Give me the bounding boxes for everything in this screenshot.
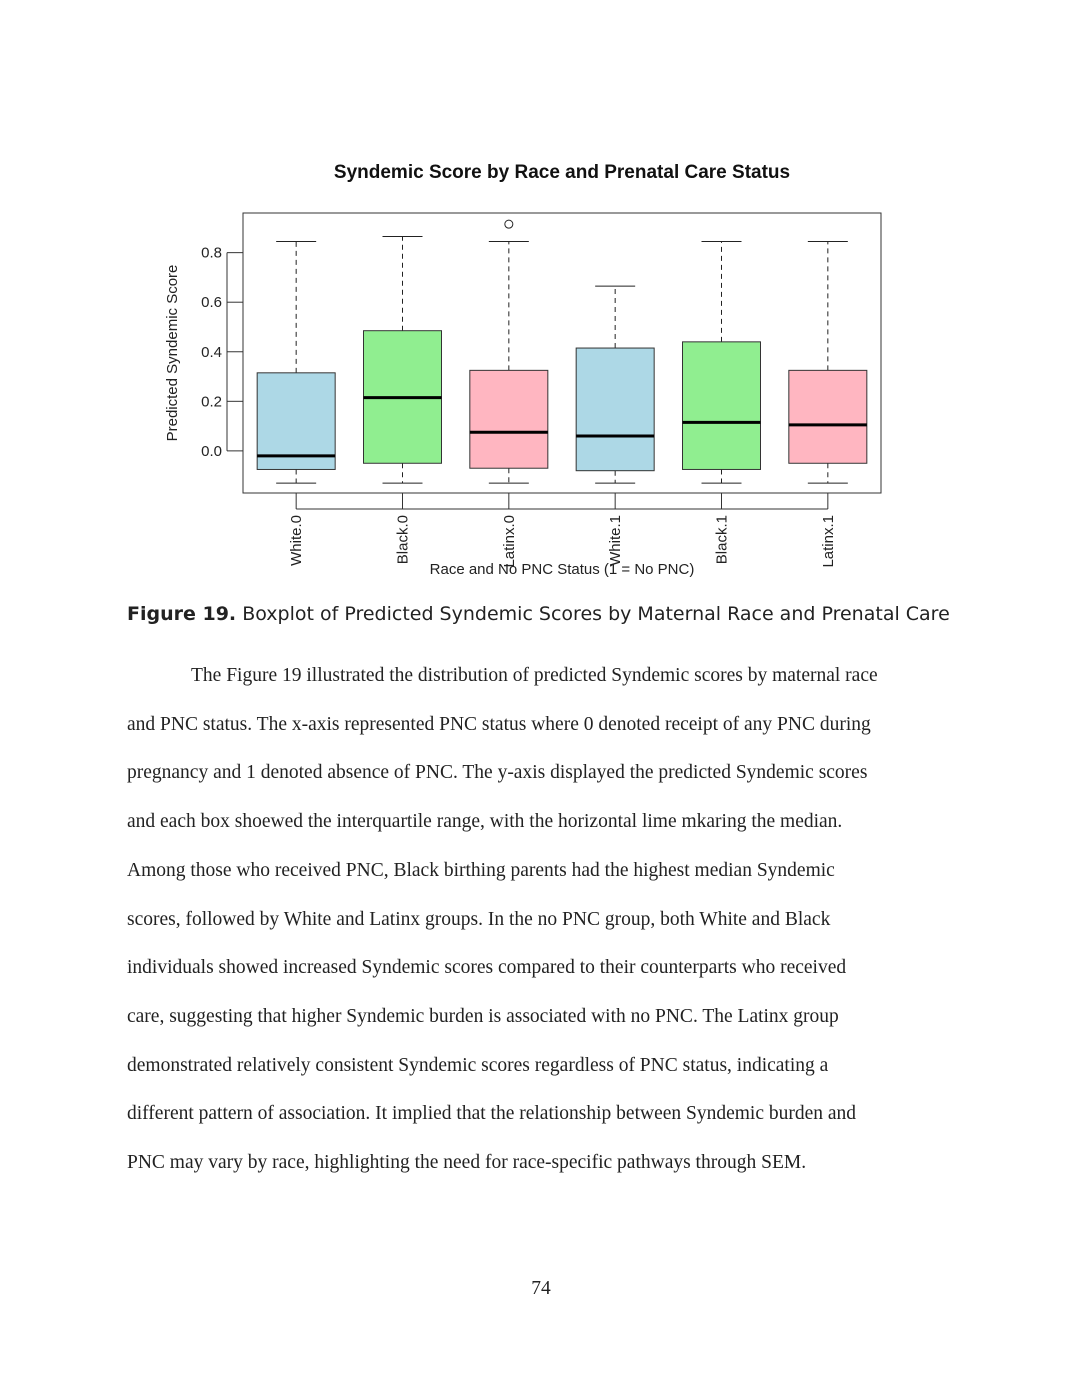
box-Latinx.1: [789, 241, 867, 483]
iqr-box: [789, 370, 867, 463]
chart-title: Syndemic Score by Race and Prenatal Care Status: [333, 162, 791, 183]
y-tick-label: 0.4: [201, 343, 222, 361]
x-tick-label: Black.0: [394, 515, 412, 565]
x-tick-label: Latinx.1: [819, 515, 837, 568]
boxplot-figure: [150, 150, 910, 590]
x-tick-label: White.1: [607, 515, 625, 566]
plot-frame: [243, 213, 881, 493]
outlier-point: [505, 220, 513, 228]
y-tick-label: 0.0: [201, 442, 222, 460]
x-tick-label: Black.1: [713, 515, 731, 565]
box-Latinx.0: [470, 220, 548, 483]
iqr-box: [470, 370, 548, 468]
page-number: 74: [531, 1278, 551, 1299]
body-paragraph-container: [127, 652, 957, 1188]
body-paragraph: The Figure 19 illustrated the distribution of predicted Syndemic scores by maternal race and PNC status. The x-axis represented PNC status where 0 denoted receipt of any PNC during pregnancy and 1 denoted absence of PNC. The y-axis displayed the predicted Syndemic scores and each box shoewed the interquartile range, with the horizontal lime mkaring the median. Among those who received PNC, Black birthing parents had the highest median Syndemic scores, followed by White and Latinx groups. In the no PNC group, both White and Black individuals showed increased Syndemic scores compared to their counterparts who received care, suggesting that higher Syndemic burden is associated with no PNC. The Latinx group demonstrated relatively consistent Syndemic scores regardless of PNC status, indicating a different pattern of association. It implied that the relationship between Syndemic burden and PNC may vary by race, highlighting the need for race-specific pathways through SEM.: [127, 665, 878, 1174]
box-White.1: [576, 286, 654, 483]
caption-label: Figure 19.: [127, 603, 237, 625]
iqr-box: [576, 348, 654, 471]
y-axis-label: Predicted Syndemic Score: [164, 264, 181, 442]
y-axis: [201, 245, 243, 460]
caption-text: Boxplot of Predicted Syndemic Scores by Maternal Race and Prenatal Care: [242, 603, 950, 625]
figure-caption: [127, 600, 957, 628]
y-tick-label: 0.6: [201, 294, 222, 312]
box-group: [257, 220, 867, 483]
x-tick-label: White.0: [288, 515, 306, 566]
boxplot-chart: [150, 150, 910, 590]
box-Black.0: [364, 237, 442, 484]
y-tick-label: 0.8: [201, 244, 222, 262]
x-axis-label: Race and No PNC Status (1 = No PNC): [429, 561, 695, 578]
box-White.0: [257, 241, 335, 483]
box-Black.1: [683, 241, 761, 483]
x-axis: [288, 493, 837, 568]
x-tick-label: Latinx.0: [500, 515, 518, 568]
y-tick-label: 0.2: [201, 393, 222, 411]
iqr-box: [683, 342, 761, 470]
